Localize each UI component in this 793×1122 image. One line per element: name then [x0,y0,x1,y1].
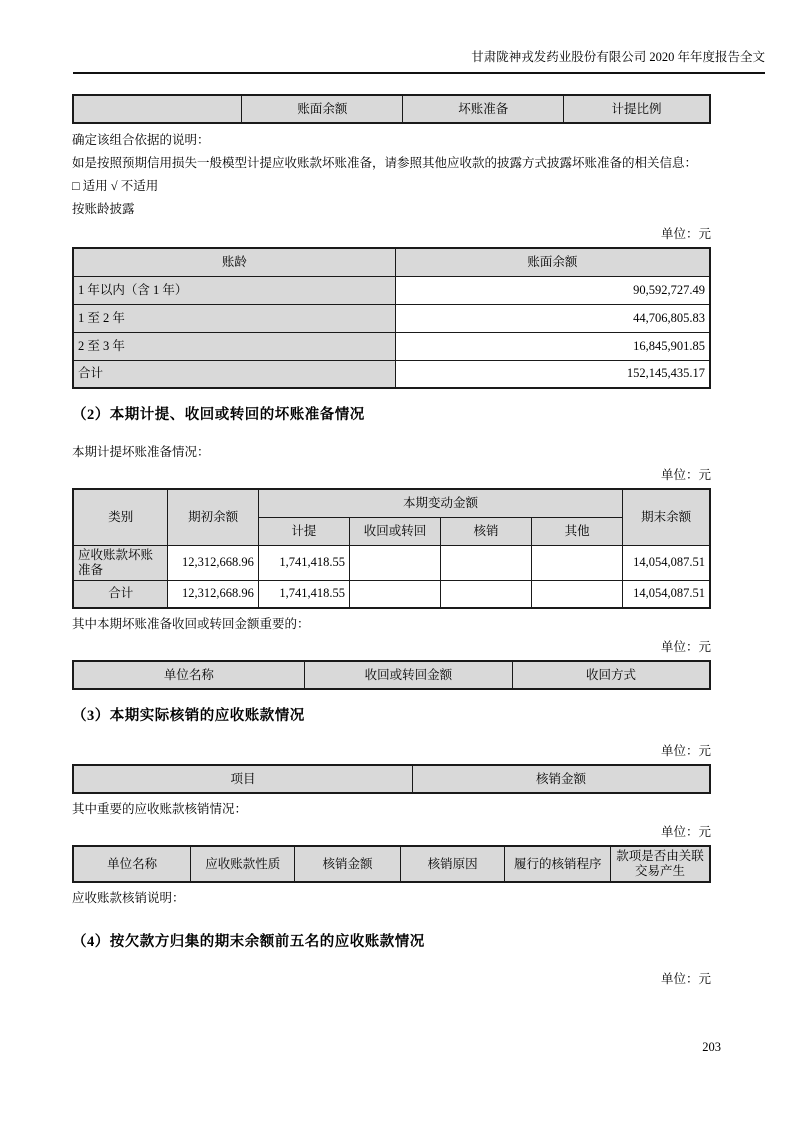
writeoff-detail-table [72,845,711,883]
table-total-row [73,580,710,608]
applicable-checkbox-line: □ 适用 √ 不适用 [72,179,159,193]
header-cell-receivable-nature: 应收账款性质 [191,846,295,882]
recover-cell [349,580,440,608]
header-cell-writeoff-reason: 核销原因 [400,846,504,882]
section-heading-2: （2）本期计提、收回或转回的坏账准备情况 [72,407,365,423]
opening-balance-cell: 12,312,668.96 [168,580,258,608]
header-cell-writeoff-procedure: 履行的核销程序 [505,846,611,882]
total-label-cell: 合计 [73,580,168,608]
category-cell: 应收账款坏账准备 [73,545,168,580]
header-cell-recovered-amount: 收回或转回金额 [304,661,512,689]
recovery-table [72,660,711,690]
table-row [73,360,710,388]
header-cell-recovery-method: 收回方式 [513,661,710,689]
header-cell-closing-balance: 期末余额 [623,489,710,545]
accrual-cell: 1,741,418.55 [258,545,349,580]
page-number: 203 [702,1040,721,1054]
header-cell-related-transaction: 款项是否由关联交易产生 [611,846,710,882]
provision-note: 本期计提坏账准备情况： [72,445,210,459]
combo-continuation-table [72,94,711,124]
table-header-row [73,489,710,517]
table-header-row [73,661,710,689]
recovery-note: 其中本期坏账准备收回或转回金额重要的： [72,617,310,631]
accrual-cell: 1,741,418.55 [258,580,349,608]
table-header-row [73,765,710,793]
header-cell-writeoff-amount: 核销金额 [413,765,710,793]
header-cell-writeoff: 核销 [441,517,532,545]
header-cell-book-balance: 账面余额 [242,95,403,123]
aging-label-cell: 1 年以内（含 1 年） [73,276,395,304]
aging-value-cell: 16,845,901.85 [395,332,710,360]
header-cell-book-balance: 账面余额 [395,248,710,276]
aging-total-value-cell: 152,145,435.17 [395,360,710,388]
unit-label: 单位：元 [660,744,711,758]
page-content [72,94,711,992]
header-cell-writeoff-amount: 核销金额 [295,846,401,882]
header-cell-accrual: 计提 [258,517,349,545]
provision-movement-table [72,488,711,609]
header-cell-opening-balance: 期初余额 [168,489,258,545]
aging-label-cell: 1 至 2 年 [73,304,395,332]
recover-cell [349,545,440,580]
header-cell-other: 其他 [532,517,623,545]
table-row [73,545,710,580]
closing-balance-cell: 14,054,087.51 [623,580,710,608]
aging-value-cell: 44,706,805.83 [395,304,710,332]
table-row [73,332,710,360]
section-heading-3: （3）本期实际核销的应收账款情况 [72,708,305,724]
writeoff-table [72,764,711,794]
table-header-row [73,248,710,276]
header-cell-aging: 账龄 [73,248,395,276]
header-cell-category: 类别 [73,489,168,545]
combo-basis-note: 确定该组合依据的说明： [72,133,210,147]
page-header-title: 甘肃陇神戎发药业股份有限公司 2020 年年度报告全文 [73,50,765,74]
table-header-row [73,846,710,882]
writeoff-cell [441,545,532,580]
aging-value-cell: 90,592,727.49 [395,276,710,304]
table-header-row [73,95,710,123]
header-cell-entity-name: 单位名称 [73,846,191,882]
header-cell-change-group: 本期变动金额 [258,489,622,517]
aging-disclosure-label: 按账龄披露 [72,202,135,216]
other-cell [532,580,623,608]
unit-label: 单位：元 [660,972,711,986]
writeoff-note: 其中重要的应收账款核销情况： [72,802,248,816]
ecl-model-note: 如是按照预期信用损失一般模型计提应收账款坏账准备，请参照其他应收款的披露方式披露坏账准备的相关信息： [72,156,698,170]
unit-label: 单位：元 [660,468,711,482]
aging-label-cell: 2 至 3 年 [73,332,395,360]
unit-label: 单位：元 [660,640,711,654]
header-cell-provision-ratio: 计提比例 [563,95,710,123]
other-cell [532,545,623,580]
header-cell-entity-name: 单位名称 [73,661,304,689]
closing-balance-cell: 14,054,087.51 [623,545,710,580]
header-cell-bad-debt-provision: 坏账准备 [403,95,564,123]
unit-label: 单位：元 [660,825,711,839]
table-row [73,304,710,332]
aging-table [72,247,711,389]
header-cell-item: 项目 [73,765,413,793]
header-cell-recover: 收回或转回 [349,517,440,545]
opening-balance-cell: 12,312,668.96 [168,545,258,580]
section-heading-4: （4）按欠款方归集的期末余额前五名的应收账款情况 [72,934,425,950]
writeoff-desc-label: 应收账款核销说明： [72,891,185,905]
aging-total-label-cell: 合计 [73,360,395,388]
writeoff-cell [441,580,532,608]
unit-label: 单位：元 [660,227,711,241]
header-cell-blank [73,95,242,123]
table-row [73,276,710,304]
